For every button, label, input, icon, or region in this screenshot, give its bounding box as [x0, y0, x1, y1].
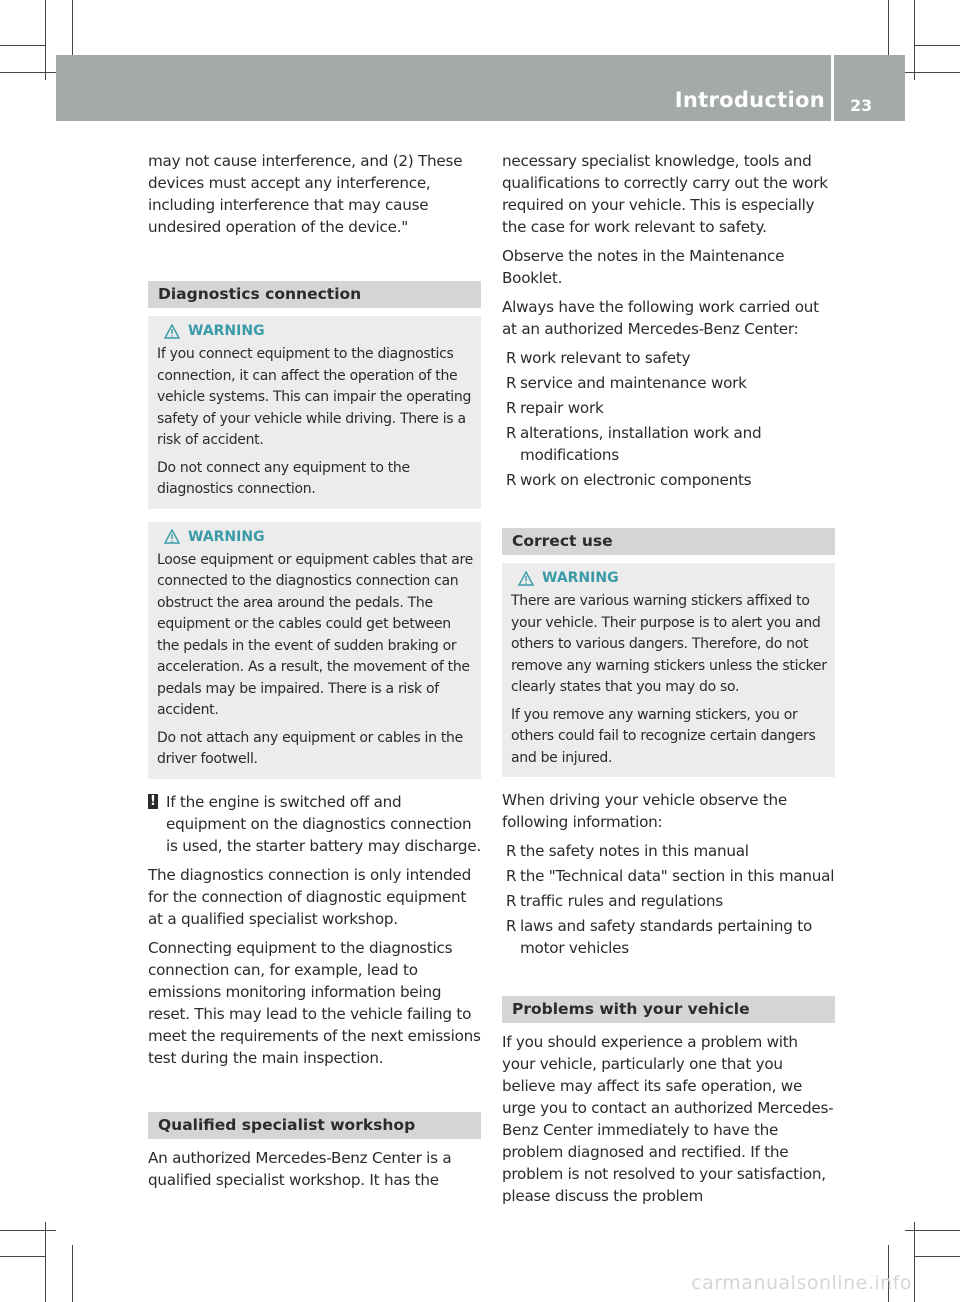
- crop-mark: [914, 1256, 960, 1257]
- left-column: [148, 150, 481, 1198]
- work-list: [502, 347, 835, 494]
- crop-mark: [914, 1222, 915, 1302]
- diagnostics-heading: Diagnostics connection: [148, 281, 481, 308]
- list-item: R the safety notes in this manual: [506, 842, 749, 860]
- crop-mark: [0, 1230, 56, 1231]
- warning-text: Do not attach any equipment or cables in the driver footwell.: [157, 729, 463, 767]
- crop-mark: [905, 72, 960, 73]
- workshop-para: necessary specialist knowledge, tools and qualifications to correctly carry out the work required on your vehicle. This is especially the case for work relevant to safety.: [502, 152, 828, 236]
- crop-mark: [45, 1222, 46, 1302]
- list-item: R work on electronic components: [506, 471, 752, 489]
- watermark: carmanualsonline.info: [691, 1272, 912, 1294]
- warning-title: WARNING: [511, 569, 829, 587]
- list-item: R repair work: [506, 399, 604, 417]
- workshop-heading: Qualified specialist workshop: [148, 1112, 481, 1139]
- problems-text: If you should experience a problem with your vehicle, particularly one that you believe may affect its safe operation, we urge you to contact an authorized Mercedes-Benz Center immediately to have the problem diagnosed and rectified. If the problem is not resolved to your satisfaction, please discuss the problem: [502, 1033, 834, 1205]
- exclamation-icon: !: [148, 794, 158, 809]
- warning-box-diagnostics-2: [148, 522, 481, 779]
- warning-title: WARNING: [157, 528, 475, 546]
- warning-triangle-icon: [518, 571, 534, 586]
- warning-text: If you connect equipment to the diagnostics connection, it can affect the operation of the vehicle systems. This can impair the operating safety of your vehicle while driving. There is a risk of accident.: [157, 346, 472, 448]
- warning-text: Do not connect any equipment to the diagnostics connection.: [157, 459, 410, 497]
- list-item: R traffic rules and regulations: [506, 892, 723, 910]
- crop-mark: [45, 0, 46, 80]
- warning-text: Loose equipment or equipment cables that are connected to the diagnostics connection can obstruct the area around the pedals. The equipment or the cables could get between the pedals in the event of sudden braking or acceleration. As a result, the movement of the pedals may be impaired. There is a risk of accident.: [157, 551, 473, 718]
- warning-box-stickers: [502, 563, 835, 777]
- right-column: [502, 150, 835, 1214]
- crop-mark: [0, 45, 45, 46]
- driving-text: When driving your vehicle observe the following information:: [502, 791, 788, 831]
- warning-box-diagnostics-1: [148, 316, 481, 509]
- workshop-text: An authorized Mercedes-Benz Center is a qualified specialist workshop. It has the: [148, 1148, 452, 1189]
- problems-heading: Problems with your vehicle: [502, 996, 835, 1023]
- intro-text: may not cause interference, and (2) These devices must accept any interference, including interference that may cause undesired operation of the device.": [148, 152, 463, 236]
- page-number: 23: [850, 96, 873, 115]
- correct-use-heading: Correct use: [502, 528, 835, 555]
- list-item: R alterations, installation work and modifications: [506, 424, 762, 464]
- warning-triangle-icon: [164, 324, 180, 339]
- chapter-title: Introduction: [674, 88, 825, 112]
- header-divider: [831, 55, 834, 121]
- crop-mark: [905, 1230, 960, 1231]
- crop-mark: [888, 0, 889, 55]
- list-item: R laws and safety standards pertaining to motor vehicles: [506, 917, 813, 957]
- authorized-para: Always have the following work carried out at an authorized Mercedes-Benz Center:: [502, 298, 819, 338]
- diagnostics-para-1: The diagnostics connection is only intended for the connection of diagnostic equipment at a qualified specialist workshop.: [148, 865, 472, 928]
- crop-mark: [914, 45, 960, 46]
- crop-mark: [72, 1245, 73, 1302]
- warning-text: If you remove any warning stickers, you or others could fail to recognize certain dangers and be injured.: [511, 706, 816, 766]
- warning-text: There are various warning stickers affixed to your vehicle. Their purpose is to alert you and others to various dangers. Therefore, do not remove any warning stickers unless the sticker clearly states that you may do so.: [511, 593, 827, 695]
- list-item: R the "Technical data" section in this manual: [506, 867, 835, 885]
- crop-mark: [72, 0, 73, 55]
- list-item: R work relevant to safety: [506, 349, 691, 367]
- warning-title: WARNING: [157, 322, 475, 340]
- crop-mark: [0, 72, 56, 73]
- diagnostics-para-2: Connecting equipment to the diagnostics connection can, for example, lead to emissions monitoring information being reset. This may lead to the vehicle failing to meet the requirements of the next emissions test during the main inspection.: [148, 938, 481, 1067]
- note-battery: ! If the engine is switched off and equipment on the diagnostics connection is used, the starter battery may discharge.: [148, 791, 481, 857]
- warning-triangle-icon: [164, 529, 180, 544]
- info-list: [502, 840, 835, 962]
- crop-mark: [0, 1256, 45, 1257]
- crop-mark: [914, 0, 915, 80]
- maintenance-para: Observe the notes in the Maintenance Booklet.: [502, 247, 785, 287]
- list-item: R service and maintenance work: [506, 374, 747, 392]
